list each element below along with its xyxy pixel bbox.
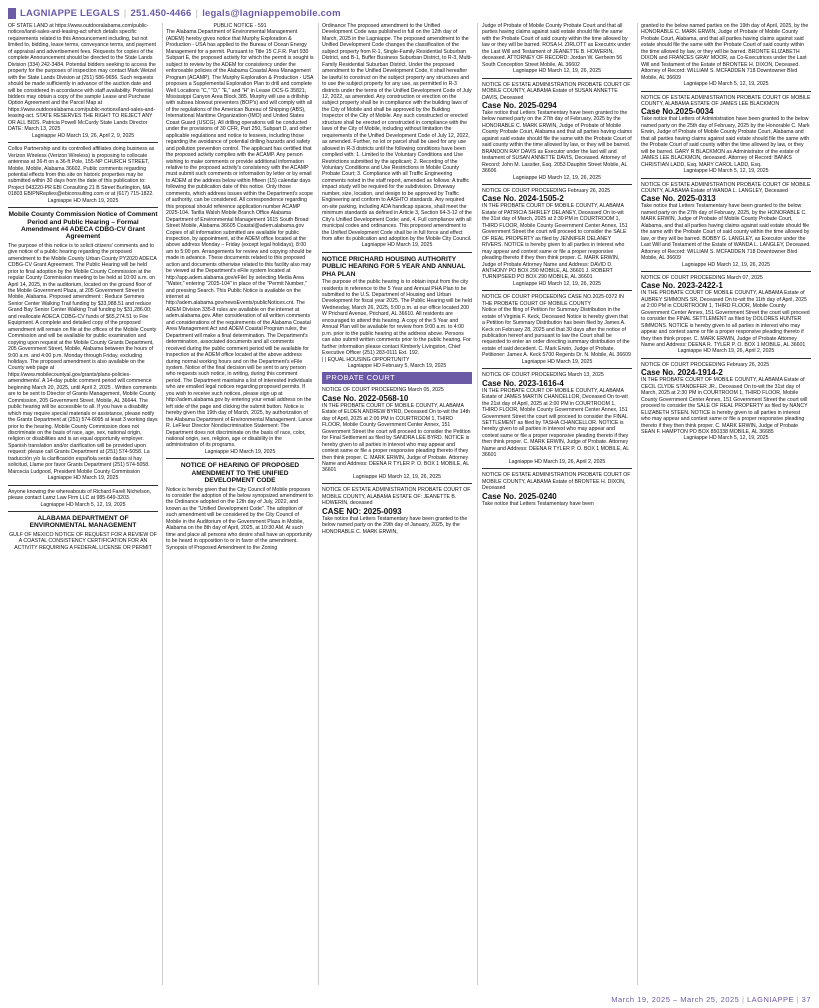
legal-columns [8,23,811,985]
notice-dates: Lagniappe HD February 5, March 19, 2025 [347,362,447,369]
notice-header: NOTICE OF ESTATE ADMINISTRATION PROBATE COURT OF MOBILE COUNTY, ALABAMA Estate of SUSAN ANNETTE DAVIS, Deceased [482,81,631,101]
section-banner: PROBATE COURT [322,372,472,384]
case-number: Case No. 2025-0240 [482,491,557,501]
notice-text: The Alabama Department of Environmental Management (ADEM) hereby gives notice that Murphy Exploration & Production - USA has applied to the Bureau of Ocean Energy Management for a permit. Pursuant to Title 15 C.F.R. Part 930 Subpart E, the proposed activity for which the permit is sought is subject to review by the ADEM for consistency under the enforceable policies of the Alabama Coastal Area Management Program (ACAMP). The Murphy Exploration & Production - USA proposes a Supplemental Exploration Plan to drill and complete Well Locations "C," "D," "E," and "H" in Lease OCS-G 35821, Mississippi Canyon Area Block 385. Murphy will use a drillship with subsea blowout preventers (BOP's) and will comply with all of the regulations of the American Bureau of Shipping (ABS), International Maritime Organization (IMO) and United States Coast Guard (USCG). All drilling operations will be conducted under the provisions of 30 CFR, Part 250, Subpart D, and other applicable regulations and notice to lessees, including those regarding the avoidance of potential drilling hazards and safety and pollution prevention control. The applicant has certified that the proposed activity complies with the ACAMP. Any person wishing to make comments or provide additional information relative to the proposed activity's consistency with the ACAMP must submit such comments or information by letter or by email to ADEM at the address below within fifteen (15) calendar days following the publication date of this notice. Only those comments, which address issues within the Department's scope of authority, can be considered. All correspondence regarding this proposal should reference application number ACAMP 2025-104. Tarilla Walsh Mobile Branch Office Alabama Department of Environmental Management 1615 South Broad Street Mobile, Alabama 36605 Coastal@adem.alabama.gov Copies of all information submitted are available for public inspection, by appointment, at the ADEM office located at the above address Monday – Friday (except legal holidays), 8:00 am to 5:00 pm. Arrangements for review and copying should be made in advance. These documents related to this proposed action and documents otherwise related to this facility also may be viewed at the Department's eFile system located at http://app.adem.alabama.gov/eFile/ by selecting Media Area "Water," entering "2025-104" in place of the "Permit Number," and pressing Search. This Public Notice is available on the internet at http://adem.alabama.gov/newsEvents/publicNotices.cnt. The ADEM Division 335-8 rules are available on the internet at adem.alabama.gov. After consideration of all written comments and considerations of the requirements of the Alabama Coastal Area Management Act and ADEM Coastal Program rules, the Department will make a final determination. The Department's determination, associated documents and all comments received during the public comment period will be available for inspection at the ADEM office located at the above address during normal working hours and on the Department's eFile system. Notice of the final decision will be sent to any person who requests such notice, in writing, during this comment period. The Department maintains a list of interested individuals who are emailed legal notices regarding proposed permits. If you wish to receive such notices, please sign up at http://adem.alabama.gov by entering your email address on the left side of the page and clicking the submit button. Notice is hereby given this 19th day of March, 2025, by authorization of the Alabama Department of Environmental Management. Lance R. LeFleur Director Nondiscrimination Statement: The Department does not discriminate on the basis of race, color, national origin, sex, religion, age or disability in the administration of its programs. [166,29,314,449]
notice-text: Judge of Probate of Mobile County Probate Court and that all parties having claims against said estate should file the same with the Probate Court of said county within the time allowed by law or they will be barred. ROSA H. ZIRLOTT as Executrix under the Last Will and Testament of JEANETTE B. HOWERIN, deceased. ATTORNEY OF RECORD: Jordan W. Gerheim 56 South Conception Street Mobile, AL 36602 [482,23,631,68]
case-number: Case No. 2024-1505-2 [482,194,564,204]
notice-text: Take notice that Letters Testamentary have been granted to the below named party on the 27th day of February, 2025, by the HONORABLE C. MARK ERWIN, Judge of Probate of Mobile County Probate Court, Alabama, and that all parties having claims against said estate should file the same with the Probate Court of said county within the time allowed by law, or they will be barred. BOBBY G. LANGLEY, as Executor under the Last Will and Testament of the Estate of WANDA L. LANGLEY, Deceased. Attorney of Record: WILLIAM S. MCFADDEN 718 Downtowner Blvd Mobile, AL 36609 [641,203,811,262]
notice-dates: Lagniappe HD March 5, 12, 19, 2025 [683,81,769,88]
header-email[interactable]: legals@lagniappemobile.com [202,8,341,19]
notice-divider [482,368,632,369]
notice-header: NOTICE OF COURT PROCEEDING March 13, 2025 [482,372,604,379]
notice-text: The purpose of this notice is to solicit citizens' comments and to give notice of a public hearing regarding the proposed amendment to the Mobile County Urban County PY2020 ADECA CDBG-CV Grant Agreement. The Public Hearing will be held prior to final adoption by the Mobile County Commission at the regular County Commission meeting to be held at 10:00 a.m. on April 14, 2025, in the auditorium, located on the ground floor of the Mobile Government Plaza, at 205 Government Street in Mobile, Alabama. Proposed amendment : Reduce Semmes Senior Center Walking Trail funding by $33,988.51 and reduce Grand Bay Senior Center Walking Trail funding by $31,286.00; and reallocate ADECA CDBG-CV funds of $65,274.51 to Fire Equipment. A complete and detailed copy of the proposed amendment will remain on file at the offices of the Mobile County Commission and will be available for public examination and copying upon request at the Mobile County Grants Department, 205 Government Street, Mobile, Alabama between the hours of 9:00 a.m. and 4:00 p.m. Monday through Friday, excluding holidays. The proposed amendment is also available on the County web page at https://www.mobilecountyal.gov/grants/plans-policies-amendments/. A 14-day public comment period will commence beginning March 20, 2025, until April 2, 2025 . Written comments are to be sent to Director of Grants Management, Mobile County Commission, 205 Government Street, Mobile, AL 36644. The public hearing will be accessible to all. If you have a disability which may require special materials or assistance, please notify the Grants Department at (251) 574-8095 at least 3 working days prior to the hearing. Mobile County Commission does not discriminate on the basis of race, age, sex, national origin, religion or disabilities and is an equal opportunity employer. Spanish translation and/or clarification will be provided upon request: please call Grants Department at (251) 574-5058. La traducción y/o la clarificación española serán dadas si hay solicitud, Llame por favor Grants Department (251) 574-5058. Marcecia Ludgood, President Mobile County Commission [8,242,158,475]
notice-text: Take notice that Letters of Administration have been granted to the below named party on the 25th day of February, 2025 by the Honorable C. Mark Erwin, Judge of Probate of Mobile County Probate Court, Alabama and that all parties having claims against said estate should file the same with the Probate Court of said county within the time allowed by law, or they will be barred. GARY R BLACKMON as Administrator of the estate of JAMES LEE BLACKMON, deceased. Attorney of Record: BANKS CHRISTIAN LADD, Esq. MARY CAROL LADD, Esq. [641,116,810,168]
page-footer [611,995,811,1004]
notice-text: | | EQUAL HOUSING OPPORTUNITY [322,356,410,363]
column-2 [166,23,314,985]
notice-divider [8,142,158,143]
notice-dates: Lagniappe HD March 19, 2025 [361,242,433,249]
header-text [20,6,341,21]
column-divider [318,23,319,985]
notice-text: Take notice that Letters Testamentary have been [482,500,594,507]
notice-header: NOTICE OF COURT PROCEEDING February 26, 2025 [482,187,611,194]
case-number: Case No. 2023-2422-1 [641,281,723,291]
notice-dates: Lagniappe HD March 5, 12, 19, 2025 [683,168,769,175]
column-5 [641,23,811,985]
notice-text: granted to the below named parties on the 19th day of April, 2025, by the HONORABLE C. MARK ERWIN, Judge of Probate of Mobile County Probate Court, Alabama, and that all parties having claims against said estate should file the same with the Probate Court of said county within the time allowed by law, or they will be barred. BRONTE ELIZABETH DIXON and FRANCES GRAY MOOR, as Co-Executrices under the Last Will and Testament of the Estate of BRONTEE H. DIXON, Deceased. Attorney of Record: WILLIAM S. MCFADDEN 718 Downtowner Blvd Mobile, AL 36609 [641,23,809,81]
notice-text: Ordinance The proposed amendment to the Unified Development Code was published in full on the 12th day of March, 2025 in the Lagniappe. The proposed amendment to the Unified Development Code changes the classification of the subject property from R-1, Single-Family Residential Suburban District, and B-1, Buffer Business Suburban District, to R-3, Multi-Family Residential Suburban District. Under the proposed amendment to the Unified Development Code, it shall hereafter be lawful to construct on the subject property any structures and to use the subject property for any use, as permitted in R-3 districts under the terms of the Unified Development Code of July 12, 2022, as amended. Any construction or erection on the subject property shall be in compliance with the building laws of the City of Mobile and shall be approved by the Building Inspector of the City of Mobile. Any such constructed or erected structure shall be erected or constructed in compliance with the laws of the City of Mobile, including without limitation the requirements of the Unified Development Code of July 12, 2022, as amended. Further, no lot or parcel shall be used for any use allowed in R-3 districts until the following conditions have been complied with: 1. Limited to the Voluntary Conditions and Use Restrictions submitted by the applicant; 2. Recording of the Voluntary Conditions and Use Restrictions in Mobile County Probate Court; 3. Compliance with all Traffic Engineering comments noted in the staff report, amended as follows: A traffic impact study will be required for the subdivision. Driveway number, size, location, and design to be approved by Traffic Engineering and conform to AASHTO standards. Any required on-site parking, including ADA handicap spaces, shall meet the minimum standards as defined in Article 3, Section 64-3-12 of the City's Unified Development Code; and, 4. Full compliance with all municipal codes and ordinances. This proposed amendment to the Unified Development Code shall be in full force and effect from after its publication and adoption by the Mobile City Council. [322,23,472,242]
notice-text: IN THE PROBATE COURT OF MOBILE COUNTY, ALABAMA Estate of ELDEN ANDREW BYRD, Deceased On to-wit the 14th day of April, 2025 at 2:00 PM in COURTROOM 1, THIRD FLOOR, Mobile County Government Center Annex, 151 Government Street the court will proceed to consider the Petition for Final Settlement as filed by SANDRA LEE BYRD. NOTICE is hereby given to all parties in interest who may appear and contest same or file a proper responsive pleading thereto if they then think proper. C. MARK ERWIN, Judge of Probate. Attorney Name and Address: DEENA R TYLER P. O. BOX 1 MOBILE, AL 36601 [322,402,471,474]
case-number: Case No. 2025-0313 [641,194,716,204]
notice-divider [482,78,632,79]
notice-divider [322,252,472,253]
case-number: Case No. 2025-0294 [482,100,557,110]
column-1 [8,23,158,985]
notice-dates: Lagniappe HD March 12, 19, 26, 2025 [682,261,770,268]
notice-divider [482,468,632,469]
publication-name: LAGNIAPPE [746,995,795,1004]
header-separator: | [195,8,199,19]
notice-dates: Lagniappe HD March 5, 12, 19, 2025 [40,501,126,508]
notice-text: Collco Partnership and its controlled affiliates doing business as Verizon Wireless (Verizon Wireless) is proposing to collocate antennas at 36-ft on a 36-ft Pole, 155-NP CHURCH STREET, Mobile, Mobile, Alabama 36602. Public comments regarding potential effects from this site on historic properties may be submitted within 30 days from the date of this publication to: Project 043220-PR EBI Consulting 21 B Street Burlington, MA 01803 EBIPNReplies@ebiconsulting.com or at (617) 715-1822. [8,146,155,198]
notice-dates: Lagniappe HD March 19, 26, April 2, 9, 2025 [31,132,135,139]
notice-dates: Lagniappe HD March 5, 12, 19, 2025 [683,435,769,442]
notice-header: NOTICE OF ESTATE ADMINISTRATION PROBATE COURT OF MOBILE COUNTY, ALABAMA Estate of WANDA L. LANGLEY, Deceased [641,181,811,194]
notice-heading: Mobile County Commission Notice of Comment Period and Public Hearing – Formal Amendment #4 ADECA CDBG-CV Grant Agreement [8,211,158,241]
notice-dates: Lagniappe HD March 19, 26, April 2, 2025 [677,348,775,355]
notice-divider [641,178,811,179]
footer-separator: | [741,995,745,1004]
notice-divider [322,483,472,484]
case-number: CASE NO: 2025-0093 [322,506,402,516]
notice-dates: Lagniappe HD March 19, 26, April 2, 2025 [508,458,606,465]
page-number: 37 [801,995,811,1004]
notice-text: OF STATE LAND at https://www.outdooralabama.com/public-notices/land-sales-and-leasing-act which details specific requirements related to this Announcement including, but not limited to, bidding, lease terms, conveyance terms, and payment of appraisal and advertisement fees. Requests for copies of the complete Announcement should be directed to the State Lands Division (334) 242-3484. Potential bidders seeking to access the property for the purposes of inspection may contact Mark Wetzel with the State Lands Division at (251) 586-9656. Such requests should be made sufficiently in advance of the auction date and will be considered in accordance with staff availability. Potential bidders may obtain a copy of the sample Lease and Purchase Option Agreement and the Parcel Map at https://www.outdooralabama.com/public-notices/land-sales-and-leasing-act. STATE RESERVES THE RIGHT TO REJECT ANY OR ALL BIDS. Patricia Powell McCurdy State Lands Director DATE: March 13, 2025 [8,23,157,133]
notice-divider [8,511,158,512]
notice-text: IN THE PROBATE COURT OF MOBILE COUNTY, ALABAMA Estate of CECIL CLYDE STANDEFER JR., Deceased On to-wit the 31st day of March, 2025 at 2:30 PM in COURTROOM 1, THIRD FLOOR, Mobile County Government Center Annex, 151 Government Street the court will proceed to consider the SALE OF REAL PROPERTY as filed by NANCY ELIZABETH STEEN. NOTICE is hereby given to all parties in interest who may appear and contest same or file a proper responsive pleading thereto if they then think proper. C. MARK ERWIN, Judge of Probate SEAN F. HAMPTON PO BOX 850338 MOBILE, AL 36685 [641,377,808,436]
notice-text: Notice is hereby given that the City Council of Mobile proposes to consider the adoption of the below synopsized amendment to the Ordinance adopted on the 12th day of July, 2022, and known as the "Unified Development Code". The adoption of such amendment will be considered by the City Council of Mobile in the Auditorium of the Government Plaza in Mobile, Alabama on the 8th day of April, 2025, at 10:30 AM. At such time and place all persons who desire shall have an opportunity to be heard in opposition to or in favor of the amendment. Synopsis of Proposed Amendment to the Zoning [166,486,313,551]
column-4 [482,23,632,985]
notice-header: NOTICE OF ESTATE ADMINISTRATION PROBATE COURT OF MOBILE COUNTY, ALABAMA ESTATE OF JAMES LEE BLACKMON [641,94,811,107]
notice-text: Anyone knowing the whereabouts of Richard Farell Nichelson, please contact Lamz Law Firm LLC at 985-649-3203. [8,488,152,502]
notice-text: Take notice that Letters Testamentary have been granted to the below named party on the 29th day of January, 2025, by the HONORABLE C. MARK ERWIN, [322,515,468,535]
header-separator: | [123,8,127,19]
notice-dates: Lagniappe HD March 19, 2025 [521,358,593,365]
notice-header: NOTICE OF COURT PROCEEDING March 07, 2025 [641,274,763,281]
notice-divider [8,207,158,208]
column-divider [477,23,478,985]
notice-heading: ALABAMA DEPARTMENT OF ENVIRONMENTAL MANAGEMENT [29,514,137,530]
footer-separator: | [796,995,800,1004]
case-number: Case No. 2023-1616-4 [482,378,564,388]
header-phone: 251.450-4466 [130,8,192,19]
column-divider [637,23,638,985]
notice-divider [482,290,632,291]
notice-text: Notice of the filing of Petition for Summary Distribution in the estate of Virginia F. Keck, Deceased Notice is hereby given that a Petition for Summary Distribution has been filed by James A. Keck on February 28, 2025 and that 30 days after the notice of publication hereof and pursuant to law the Court shall be requested to enter an order directing summary distribution of the estate of said decedent. C. Mark Erwin, Judge of Probate. Petitioner: James A. Keck 5700 Regents Dr. N. Mobile, AL 36609 [482,307,631,359]
notice-header: NOTICE OF COURT PROCEEDING March 05, 2025 [322,387,444,394]
notice-divider [641,271,811,272]
notice-text: GULF OF MEXICO NOTICE OF REQUEST FOR A REVIEW OF A COASTAL CONSISTENCY CERTIFICATION FOR AN ACTIVITY REQUIRING A FEDERAL LICENSE OR PERMIT [9,531,157,551]
section-title: LAGNIAPPE LEGALS [20,8,120,19]
notice-text: Take notice that Letters Testamentary have been granted to the below named party on the 27th day of February, 2025 by the HONORABLE C. MARK ERWIN, Judge of Probate of Mobile County Probate Court, Alabama and that all parties having claims against said estate should file the same with the Probate Court of said county within the time allowed by law, or they will be barred. BRANDON RAY DAVIS as Executor under the last will and testament of SUSAN ANNETTE DAVIS, Deceased. Attorney of Record: John M. Lassiter, Esq. 2053 Dauphin Street Mobile, AL 36606 [482,109,632,175]
notice-dates: Lagniappe HD March 12, 19, 26, 2025 [513,280,601,287]
notice-dates: Lagniappe HD March 12, 19, 26, 2025 [513,174,601,181]
notice-header: NOTICE OF COURT PROCEEDING CASE NO.2025-0372 IN THE PROBATE COURT OF MOBILE COUNTY [482,294,624,307]
notice-header: NOTICE OF ESTATE ADMINISTRATION PROBATE COURT OF MOBILE COUNTY, ALABAMA Estate of BRONTEE H. DIXON, Deceased [482,472,631,492]
section-marker [8,8,16,19]
notice-text: IN THE PROBATE COURT OF MOBILE COUNTY, ALABAMA Estate of AUBREY SIMMONS SR, Deceased On to-wit the 11th day of April, 2025 at 2:00 PM in COURTROOM 1, THIRD FLOOR, Mobile County Government Center Annex, 151 Government Street the court will proceed to consider the FINAL SETTLEMENT as filed by DOLORES HUNTER SIMMONS. NOTICE is hereby given to all parties in interest who may appear and contest same or file a proper responsive pleading thereto if they then think proper. C. MARK ERWIN, Judge of Probate Attorney Name and Address: DEENA R. TYLER P. O. BOX 1 MOBILE, AL 36601 [641,290,810,349]
notice-header: NOTICE OF ESTATE ADMINISTRATION PROBATE COURT OF MOBILE COUNTY, ALABAMA ESTATE OF: JEANETTE B. HOWERIN, deceased [322,487,471,507]
page-header [8,6,811,21]
issue-dates: March 19, 2025 – March 25, 2025 [611,995,740,1004]
notice-text: IN THE PROBATE COURT OF MOBILE COUNTY, ALABAMA Estate of JAMES MARTIN CHANCELLOR, Deceased On to-wit the 21st day of April, 2025 at 2:00 PM in COURTROOM 1, THIRD FLOOR, Mobile County Government Center Annex, 151 Government Street the court will proceed to consider the FINAL SETTLEMENT as filed by TASHA CHANCELLOR. NOTICE is hereby given to all parties in interest who may appear and contest same or file a proper responsive pleading thereto if they then think proper. C. MARK ERWIN, Judge of Probate. Attorney Name and Address: DEENA R TYLER P. O. BOX 1 MOBILE, AL 36601 [482,387,629,459]
notice-dates: Lagniappe HD March 19, 2025 [204,448,276,455]
notice-divider [166,458,314,459]
notice-dates: Lagniappe HD March 19, 2025 [47,197,119,204]
notice-divider [8,485,158,486]
notice-title: PUBLIC NOTICE - 591 [213,23,267,29]
notice-dates: Lagniappe HD March 19, 2025 [47,475,119,482]
notice-dates: Lagniappe HD March 12, 19, 26, 2025 [353,473,441,480]
case-number: Case No.2025-0034 [641,107,714,117]
case-number: Case No. 2022-0568-10 [322,393,409,403]
column-divider [162,23,163,985]
notice-divider [641,358,811,359]
column-3 [322,23,472,985]
notice-header: NOTICE OF COURT PROCEEDING February 26, 2025 [641,361,770,368]
notice-dates: Lagniappe HD March 12, 19, 26, 2025 [513,68,601,75]
notice-heading: NOTICE OF HEARING OF PROPOSED AMENDMENT TO THE UNIFIED DEVELOPMENT CODE [180,462,300,485]
notice-heading: NOTICE PRICHARD HOUSING AUTHORITY PUBLIC HEARING FOR 5 YEAR AND ANNUAL PHA PLAN [322,255,466,278]
notice-text: The purpose of the public hearing is to obtain input from the city residents in reference to the 5 Year and Annual PHA Plan to be submitted to the U.S. Department of Housing and Urban Development for fiscal year 2025. The Public Hearing will be held Wednesday, March 26, 2025, 5:00 p.m. at our office located 200 W Prichard Avenue, Prichard, AL 36610. All residents are encouraged to attend this hearing. A copy of the 5 Year and Annual Plan will be available for review from 9:00 a.m. to 4:00 p.m. prior to the public hearing at the address above. Persons can also submit written comments prior to the public hearing. For further information please contact Kimberly Livingston, Chief Executive Officer (251) 283-0111 Ext. 192. [322,279,472,357]
notice-text: IN THE PROBATE COURT OF MOBILE COUNTY, ALABAMA Estate of PATRICIA SHIRLEY DELANEY, Deceased On to-wit the 31st day of March, 2025 at 2:30 PM in COURTROOM 1, THIRD FLOOR, Mobile County Government Center Annex, 151 Government Street the court will proceed to consider the SALE OF REAL PROPERTY as filed by JENNIFER DELANEY RIVERS. NOTICE is hereby given to all parties in interest who may appear and contest same or file a proper responsive pleading thereto if they then think proper. C. MARK ERWIN, Judge of Probate Attorney Name and Address: DAVID D. ANTHONY PO BOX 290 MOBILE, AL 36601 J. ROBERT TURNIPSEED PO BOX 290 MOBILE, AL 36601 [482,203,628,281]
notice-divider [641,91,811,92]
notice-divider [482,184,632,185]
case-number: Case No. 2024-1914-2 [641,368,723,378]
